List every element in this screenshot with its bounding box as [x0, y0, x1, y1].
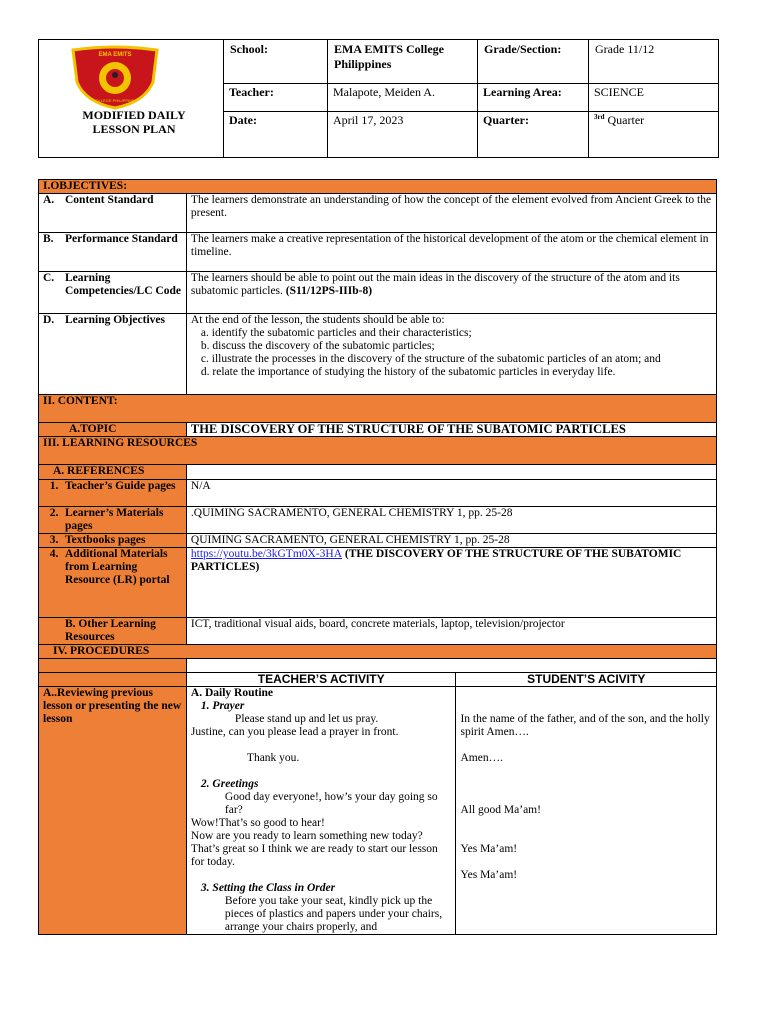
objective-b-label: B. Performance Standard — [39, 233, 187, 272]
procedures-heading: IV. PROCEDURES — [39, 645, 717, 659]
topic-value: THE DISCOVERY OF THE STRUCTURE OF THE SUBATOMIC PARTICLES — [186, 423, 716, 437]
content-heading: II. CONTENT: — [39, 395, 717, 423]
objective-item: b. discuss the discovery of the subatomic particles; — [200, 340, 435, 352]
resource-3-label: 3. Textbooks pages — [39, 534, 187, 548]
school-logo — [55, 42, 175, 110]
objective-d-text: At the end of the lesson, the students should be able to: a. identify the subatomic particles and their characteristics; b. discuss the discovery of the subatomic particles; c. illustrate the processes in the discovery of the structure of the subatomic particles of an atom; and d. relate the importance of studying the history of the subatomic particles in everyday life. — [186, 314, 716, 395]
header-box — [38, 39, 719, 158]
teacher-activity-cell: A. Daily Routine 1. Prayer Please stand up and let us pray. Justine, can you please lead a prayer in front. Thank you. 2. Greetings Good day everyone!, how’s your day going so far? Wow!That’s so good to hear! Now are you ready to learn something new today? That’s great so I think we are ready to start our lesson for today. 3. Setting the Class in Order Before you take your seat, kindly pick up the pieces of plastics and papers under your chairs, arrange your chairs properly, and — [186, 687, 456, 935]
resource-1-label: 1. Teacher’s Guide pages — [39, 480, 187, 507]
objective-item: a. identify the subatomic particles and their characteristics; — [200, 327, 472, 339]
document-title: MODIFIED DAILY LESSON PLAN — [82, 108, 186, 136]
resource-link[interactable]: https://youtu.be/3kGTm0X-3HA — [190, 548, 343, 560]
objective-c-label: C. Learning Competencies/LC Code — [39, 272, 187, 314]
objective-a-text: The learners demonstrate an understanding of how the concept of the element evolved from Ancient Greek to the present. — [186, 194, 716, 233]
school-label: School: — [230, 42, 269, 56]
objectives-heading: I.OBJECTIVES: — [39, 180, 717, 194]
quarter-label: Quarter: — [483, 113, 529, 127]
teacher-value: Malapote, Meiden A. — [333, 85, 435, 99]
grade-value: Grade 11/12 — [595, 42, 655, 56]
teacher-label: Teacher: — [229, 85, 274, 99]
objective-d-label: D. Learning Objectives — [39, 314, 187, 395]
other-resources-label: B. Other Learning Resources — [39, 618, 187, 645]
objective-b-text: The learners make a creative representation of the historical development of the atom or the chemical element in timeline. — [186, 233, 716, 272]
resource-3-value: QUIMING SACRAMENTO, GENERAL CHEMISTRY 1, pp. 25-28 — [186, 534, 716, 548]
date-value: April 17, 2023 — [333, 113, 404, 127]
grade-label: Grade/Section: — [484, 42, 562, 56]
topic-label: A.TOPIC — [39, 423, 187, 437]
objective-item: c. illustrate the processes in the discovery of the structure of the subatomic particles of an atom; and — [200, 353, 661, 365]
resources-heading: III. LEARNING RESOURCES — [39, 437, 717, 465]
objective-item: d. relate the importance of studying the history of the subatomic particles in everyday life. — [200, 366, 616, 378]
date-label: Date: — [229, 113, 257, 127]
references-label: A. REFERENCES — [39, 465, 187, 480]
procedure-row-label: A..Reviewing previous lesson or presenting the new lesson — [39, 687, 187, 935]
student-activity-cell: In the name of the father, and of the son, and the holly spirit Amen…. Amen…. All good Ma’am! Yes Ma’am! Yes Ma’am! — [456, 687, 717, 935]
student-activity-header: STUDENT’S ACIVITY — [456, 673, 717, 687]
other-resources-value: ICT, traditional visual aids, board, concrete materials, laptop, television/projector — [186, 618, 716, 645]
teacher-activity-header: TEACHER’S ACTIVITY — [186, 673, 456, 687]
logo-top-text: EMA EMITS — [98, 52, 132, 58]
resource-4-label: 4. Additional Materials from Learning Resource (LR) portal — [39, 548, 187, 618]
school-value: EMA EMITS College Philippines — [334, 42, 444, 71]
objective-c-text: The learners should be able to point out the main ideas in the discovery of the structure of the atom and its subatomic particles. (S11/12PS-IIIb-8) — [186, 272, 716, 314]
area-value: SCIENCE — [594, 85, 645, 99]
resource-2-label: 2. Learner’s Materials pages — [39, 507, 187, 534]
resource-4-value: https://youtu.be/3kGTm0X-3HA (THE DISCOVERY OF THE STRUCTURE OF THE SUBATOMIC PARTICLES) — [186, 548, 716, 618]
resource-2-value: .QUIMING SACRAMENTO, GENERAL CHEMISTRY 1, pp. 25-28 — [186, 507, 716, 534]
area-label: Learning Area: — [483, 85, 562, 99]
logo-bottom-text: COLLEGE PHILIPPINES — [92, 98, 138, 103]
lesson-plan-table — [38, 179, 717, 935]
objective-a-label: A. Content Standard — [39, 194, 187, 233]
quarter-value: $^{3rd}$ Quarter — [594, 113, 645, 127]
resource-1-value: N/A — [186, 480, 716, 507]
